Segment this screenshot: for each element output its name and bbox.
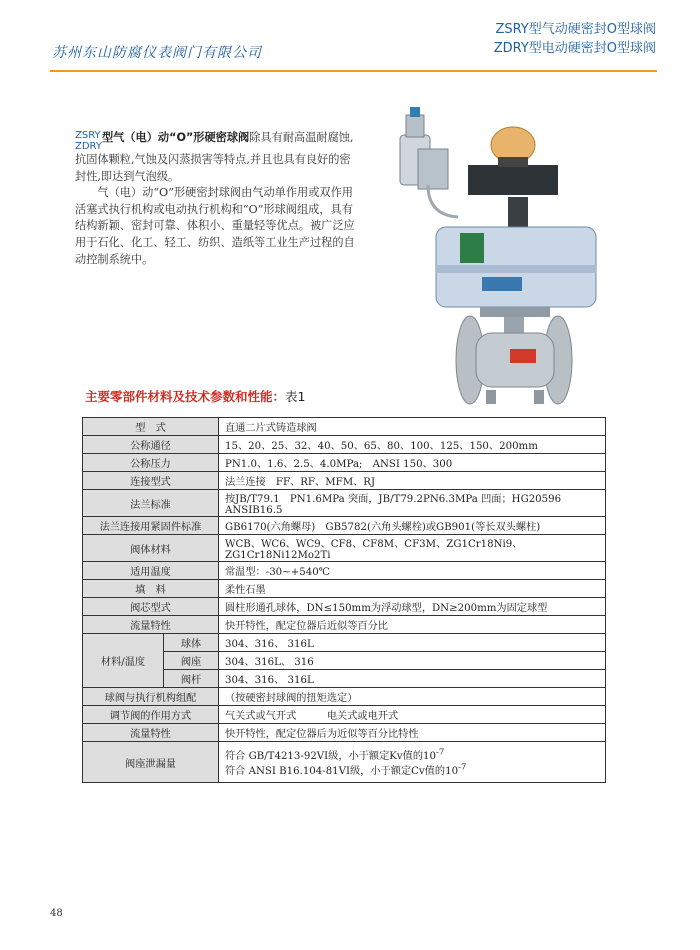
row-sublabel: 阀杆: [164, 670, 219, 688]
row-label: 公称压力: [83, 454, 219, 472]
row-value: 柔性石墨: [219, 580, 606, 598]
row-value: 15、20、25、32、40、50、65、80、100、125、150、200mm: [219, 436, 606, 454]
table-row: [83, 706, 606, 724]
row-label: 阀芯型式: [83, 598, 219, 616]
row-value: GB6170(六角螺母) GB5782(六角头螺栓)或GB901(等长双头螺柱): [219, 517, 606, 535]
table-row: [83, 535, 606, 562]
leakage-ansi: [225, 762, 599, 777]
page-number: 48: [50, 908, 63, 919]
leakage-gb-text: 符合 GB/T4213-92VI级，小于额定Kv值的10: [225, 751, 437, 762]
table-number: 表1: [285, 389, 306, 404]
leakage-ansi-text: 符合 ANSI B16.104-81VI级，小于额定Cv值的10: [225, 766, 459, 777]
row-value: PN1.0、1.6、2.5、4.0MPa; ANSI 150、300: [219, 454, 606, 472]
table-row: [83, 436, 606, 454]
row-value: [219, 742, 606, 783]
row-label: 公称通径: [83, 436, 219, 454]
row-sublabel: 阀座: [164, 652, 219, 670]
row-label: 型 式: [83, 418, 219, 436]
intro-paragraph-1: 除具有耐高温耐腐蚀,抗固体颗粒,气蚀及闪蒸损害等特点,并且也具有良好的密封性,即达到气泡级。: [75, 131, 354, 183]
row-value: 直通二片式铸造球阀: [219, 418, 606, 436]
row-label: 法兰连接用紧固件标准: [83, 517, 219, 535]
table-row: [83, 634, 606, 652]
row-sublabel: 球体: [164, 634, 219, 652]
valve-photo: [388, 105, 603, 405]
table-row: [83, 742, 606, 783]
model-zsry: ZSRY: [75, 130, 101, 141]
table-row: [83, 490, 606, 517]
row-value: 304、316、 316L: [219, 634, 606, 652]
row-label: 适用温度: [83, 562, 219, 580]
intro-paragraph-2: 气（电）动“O”形硬密封球阀由气动单作用或双作用活塞式执行机构或电动执行机构和“O”形球阀组成，具有结构新颖、密封可靠、体积小、重量轻等优点。被广泛应用于石化、化工、轻工、纺织、造纸等工业生产过程的自动控制系统中。: [75, 186, 355, 266]
model-zdry: ZDRY: [75, 141, 102, 152]
row-label: 连接型式: [83, 472, 219, 490]
leakage-gb: [225, 747, 599, 762]
table-row: [83, 598, 606, 616]
exponent: -7: [436, 747, 445, 758]
row-value: 气关式或气开式 电关式或电开式: [219, 706, 606, 724]
row-value: 304、316、 316L: [219, 670, 606, 688]
table-row: [83, 580, 606, 598]
table-row: [83, 616, 606, 634]
spec-table: [82, 417, 606, 783]
row-label: 阀座泄漏量: [83, 742, 219, 783]
row-label: 填 料: [83, 580, 219, 598]
row-value: 法兰连接 FF、RF、MFM、RJ: [219, 472, 606, 490]
header-rule: [50, 70, 657, 72]
table-row: [83, 562, 606, 580]
table-row: [83, 724, 606, 742]
row-value: 304、316L、 316: [219, 652, 606, 670]
row-value: 按JB/T79.1 PN1.6MPa 突面，JB/T79.2PN6.3MPa 凹面；HG20596 ANSIB16.5: [219, 490, 606, 517]
intro-lead: 型气（电）动“O”形硬密球阀: [101, 131, 250, 144]
table-row: [83, 418, 606, 436]
row-value: （按硬密封球阀的扭矩选定）: [219, 688, 606, 706]
page-titles: [494, 20, 656, 58]
table-row: [83, 517, 606, 535]
row-label: 调节阀的作用方式: [83, 706, 219, 724]
row-label: 流量特性: [83, 616, 219, 634]
company-name: 苏州东山防腐仪表阀门有限公司: [52, 45, 262, 61]
exponent: -7: [458, 762, 467, 773]
row-value: 快开特性，配定位器后近似等百分比: [219, 616, 606, 634]
model-codes: [75, 130, 102, 152]
title-zdry: ZDRY型电动硬密封O型球阀: [493, 41, 656, 56]
row-label: 阀体材料: [83, 535, 219, 562]
row-label: 法兰标准: [83, 490, 219, 517]
row-label: 球阀与执行机构组配: [83, 688, 219, 706]
title-zsry: ZSRY型气动硬密封O型球阀: [495, 22, 656, 37]
row-value: 常温型：-30~+540℃: [219, 562, 606, 580]
table-row: [83, 472, 606, 490]
table-row: [83, 454, 606, 472]
row-value: 快开特性，配定位器后为近似等百分比特性: [219, 724, 606, 742]
table-row: [83, 688, 606, 706]
section-title-text: 主要零部件材料及技术参数和性能：: [85, 389, 286, 404]
material-label: 材料/温度: [83, 634, 164, 688]
row-label: 流量特性: [83, 724, 219, 742]
intro-text: [75, 130, 358, 268]
row-value: 圆柱形通孔球体，DN≤150mm为浮动球型，DN≥200mm为固定球型: [219, 598, 606, 616]
row-value: WCB、WC6、WC9、CF8、CF8M、CF3M、ZG1Cr18Ni9、ZG1Cr18Ni12Mo2Ti: [219, 535, 606, 562]
section-title: [85, 387, 305, 405]
